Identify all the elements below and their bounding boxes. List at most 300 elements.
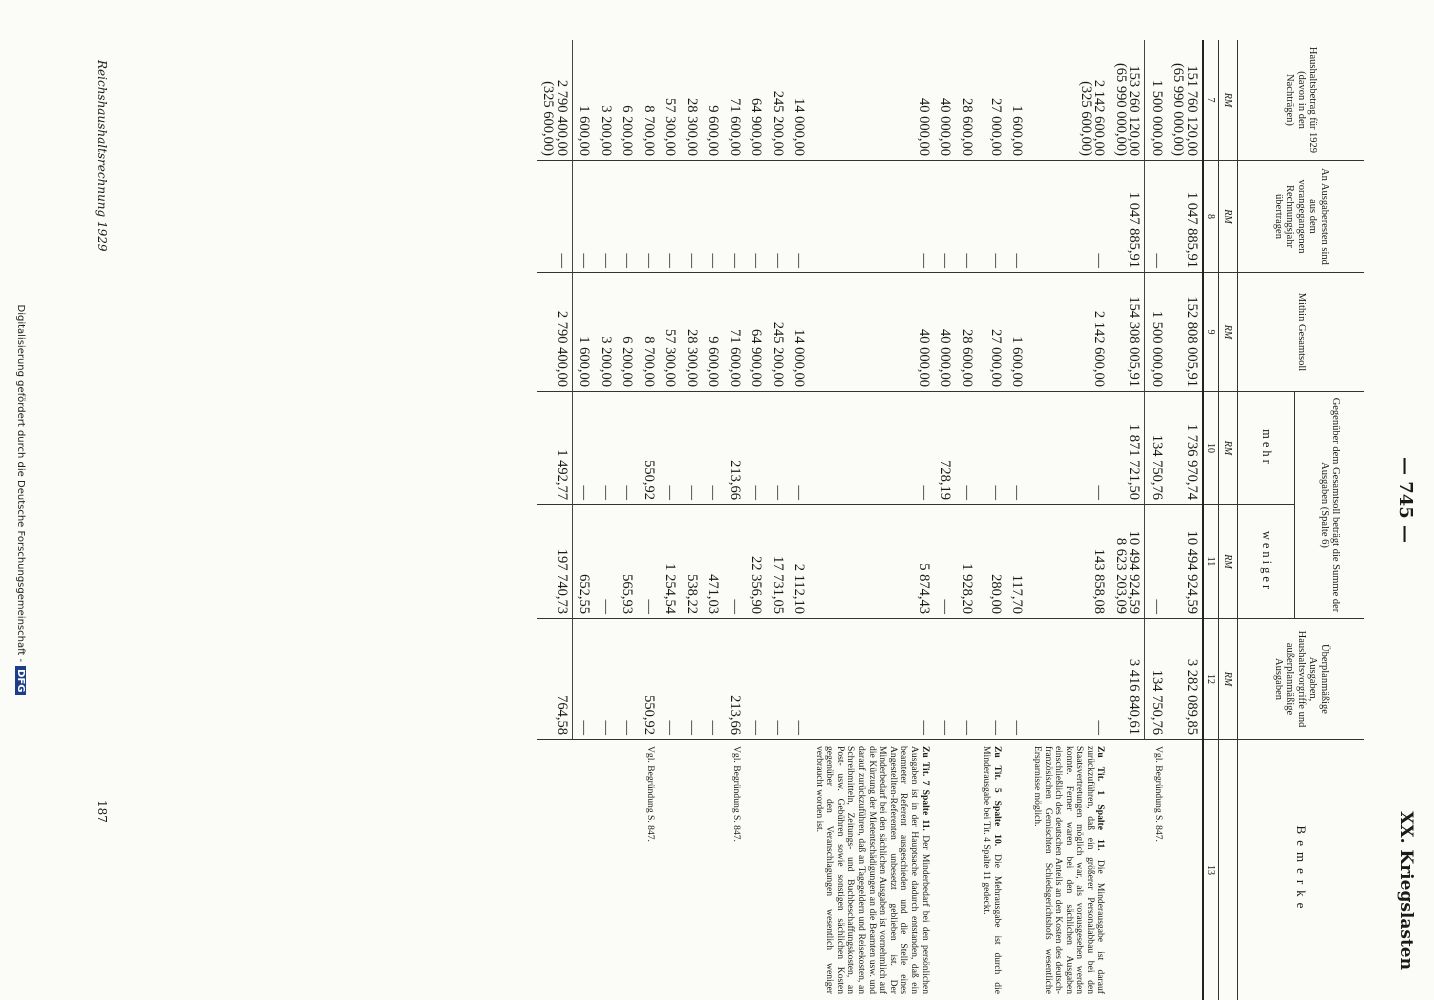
cell-c8 [1006,161,1028,273]
cell-subvalue: (325 600,00) [1078,81,1094,156]
cell-c11 [1006,505,1028,619]
cell-c7 [1006,40,1028,161]
cell-c12 [616,619,638,740]
table-row [723,40,745,1000]
cell-value: 1 736 970,74 [1184,423,1200,500]
cell-value: — [576,253,593,268]
cell-c10 [809,392,934,505]
cell-value: — [958,485,975,500]
cell-value: — [576,485,593,500]
table-row [766,40,788,1000]
cell-value: 280,00 [987,574,1004,614]
cell-value: — [1009,720,1026,735]
cell-c11 [745,505,767,619]
cell-value: 652,55 [576,574,593,614]
cell-value: — [640,599,657,614]
cell-c11 [594,505,616,619]
cell-c12 [745,619,767,740]
cell-c11 [766,505,788,619]
table-row [977,40,1006,1000]
cell-value: 134 750,76 [1149,669,1165,735]
table-row [1167,40,1203,1000]
cell-c8 [1167,161,1203,273]
cell-value: 245 200,00 [769,321,786,387]
cell-value: 728,19 [937,460,954,500]
cell-value: 6 200,00 [619,336,636,387]
cell-value: — [1091,485,1108,500]
cell-c10 [745,392,767,505]
cell-value: 134 750,76 [1149,434,1165,500]
cell-c7 [572,40,594,161]
cell-value: 14 000,00 [791,98,808,156]
cell-value: 17 731,05 [769,556,786,614]
cell-c11 [934,505,956,619]
cell-value: 1 500 000,00 [1149,79,1165,156]
cell-c8 [1027,161,1109,273]
cell-value: 6 200,00 [619,105,636,156]
cell-value: 764,58 [553,695,570,735]
cell-value: — [597,599,614,614]
cell-value: 117,70 [1009,574,1026,614]
table-row [659,40,681,1000]
cell-value: 8 700,00 [640,105,657,156]
cell-value: 2 790 400,00 [553,79,570,156]
cell-value: — [726,599,743,614]
cell-c9 [680,273,702,392]
remark-cell [723,740,745,1000]
table-row [702,40,724,1000]
cell-c8 [637,161,659,273]
cell-value: — [987,485,1004,500]
cell-c12 [680,619,702,740]
cell-c7 [1167,40,1203,161]
cell-c7 [809,40,934,161]
column-number: 12 [1203,619,1219,740]
cell-c8 [572,161,594,273]
cell-value: — [683,720,700,735]
cell-c8 [616,161,638,273]
cell-c9 [1167,273,1203,392]
cell-value: — [748,485,765,500]
cell-c8 [955,161,977,273]
cell-value: 2 112,10 [791,563,808,614]
cell-value: — [1009,253,1026,268]
cell-c11 [1110,505,1146,619]
cell-c10 [1145,392,1167,505]
cell-c12 [955,619,977,740]
cell-value: 2 790 400,00 [553,310,570,387]
dfg-funding-note [15,0,26,1000]
cell-c10 [572,392,594,505]
cell-value: 1 600,00 [576,105,593,156]
cell-value: — [597,253,614,268]
cell-c8 [934,161,956,273]
cell-value: 1 600,00 [1009,336,1026,387]
cell-c7 [723,40,745,161]
cell-value: 27 000,00 [987,329,1004,387]
cell-c7 [702,40,724,161]
table-row [616,40,638,1000]
cell-value: 151 760 120,00 [1184,65,1200,156]
cell-value: — [915,253,932,268]
cell-value: 143 858,08 [1091,548,1108,614]
cell-value: — [619,485,636,500]
cell-c8 [766,161,788,273]
cell-value: 10 494 924,59 [1184,530,1200,614]
cell-value: 5 874,43 [915,563,932,614]
page-number: — 745 — [1395,456,1416,544]
remark-cell [572,740,594,1000]
table-row [788,40,810,1000]
column-number: 9 [1203,273,1219,392]
unit-label: RM [1219,392,1238,505]
remark-cell [934,740,956,1000]
cell-c11 [1145,505,1167,619]
cell-c11 [616,505,638,619]
cell-value: — [958,720,975,735]
column-header-12: Überplanmäßige Ausgaben, Haushaltsvorgriffe und außerplanmäßige Ausgaben [1238,619,1365,740]
cell-c9 [1145,273,1167,392]
unit-label: RM [1219,273,1238,392]
cell-value: 10 494 924,59 [1126,530,1143,614]
remark-cell [955,740,977,1000]
cell-c9 [745,273,767,392]
cell-c12 [1027,619,1109,740]
cell-value: 538,22 [683,574,700,614]
cell-value: 57 300,00 [662,98,679,156]
unit-label: RM [1219,40,1238,161]
cell-c9 [1110,273,1146,392]
cell-value: 153 260 120,00 [1126,65,1143,156]
table-row [537,40,573,1000]
cell-c8 [1145,161,1167,273]
cell-value: 2 142 600,00 [1091,79,1108,156]
cell-value: 3 200,00 [597,336,614,387]
cell-c10 [1167,392,1203,505]
section-title: XX. Kriegslasten [1396,811,1416,970]
cell-value: 1 047 885,91 [1126,191,1143,268]
budget-table [537,40,1364,1000]
cell-c8 [1110,161,1146,273]
cell-value: — [597,720,614,735]
cell-c12 [637,619,659,740]
cell-value: — [662,485,679,500]
column-header-9: Mithin Gesamtsoll [1238,273,1365,392]
footer-title: Reichshaushaltsrechnung 1929 [95,60,109,252]
cell-c11 [637,505,659,619]
cell-value: — [987,720,1004,735]
remark-cell [680,740,702,1000]
cell-value: — [748,720,765,735]
cell-value: — [597,485,614,500]
cell-c12 [659,619,681,740]
cell-c9 [1027,273,1109,392]
column-header-group-10-11: Gegenüber dem Gesamtsoll beträgt die Summe der Ausgaben (Spalte 6) [1295,392,1364,619]
cell-value: 28 300,00 [683,329,700,387]
cell-c9 [594,273,616,392]
table-row [1006,40,1028,1000]
cell-value: 1 600,00 [576,336,593,387]
remark-lead: Zu Tit. 7 Spalte 11. [919,746,931,831]
cell-value: — [958,253,975,268]
cell-c8 [702,161,724,273]
cell-value: 8 700,00 [640,336,657,387]
cell-c12 [766,619,788,740]
cell-c7 [766,40,788,161]
cell-c10 [637,392,659,505]
cell-value: 64 900,00 [748,98,765,156]
cell-value: — [662,253,679,268]
cell-value: 213,66 [726,695,743,735]
cell-c10 [1027,392,1109,505]
cell-c7 [1027,40,1109,161]
cell-value: — [769,253,786,268]
cell-value: 40 000,00 [915,329,932,387]
cell-c10 [788,392,810,505]
cell-c11 [723,505,745,619]
cell-c10 [680,392,702,505]
cell-c11 [572,505,594,619]
cell-value: — [1009,485,1026,500]
cell-value: 3 416 840,61 [1126,658,1143,735]
column-header-13: Bemerke [1238,740,1365,1000]
cell-subvalue: (65 990 000,00) [1113,62,1129,156]
cell-value: 471,03 [705,574,722,614]
cell-c12 [1006,619,1028,740]
cell-value: 154 308 005,91 [1126,296,1143,387]
cell-value: 1 500 000,00 [1149,310,1165,387]
cell-subvalue: (325 600,00) [540,81,557,156]
table-row [934,40,956,1000]
unit-label: RM [1219,619,1238,740]
cell-value: 152 808 005,91 [1184,296,1200,387]
cell-c9 [723,273,745,392]
cell-c11 [659,505,681,619]
cell-c10 [537,392,573,505]
cell-value: 2 142 600,00 [1091,310,1108,387]
remark-cell [1006,740,1028,1000]
remark-text: Vgl. Begründung S. 847. [644,746,656,842]
cell-c9 [702,273,724,392]
remark-cell [977,740,1006,1000]
footer-page-number: 187 [95,800,109,823]
cell-c7 [977,40,1006,161]
column-header-8: An Ausgaberesten sind aus dem vorangegangenen Rechnungsjahr übertragen [1238,161,1365,273]
cell-subvalue: 8 623 203,09 [1113,537,1129,614]
cell-c9 [934,273,956,392]
cell-value: 40 000,00 [915,98,932,156]
cell-c7 [637,40,659,161]
cell-value: — [937,599,954,614]
cell-value: — [726,253,743,268]
unit-label: RM [1219,505,1238,619]
column-header-7: Haushaltsbetrag für 1929 (davon in den Nachträgen) [1238,40,1365,161]
cell-c11 [680,505,702,619]
cell-c12 [702,619,724,740]
cell-c12 [1167,619,1203,740]
cell-c11 [537,505,573,619]
table-body [537,40,1203,1000]
cell-c7 [1145,40,1167,161]
cell-c8 [745,161,767,273]
cell-value: — [915,720,932,735]
unit-label: RM [1219,161,1238,273]
column-header-11: weniger [1238,505,1295,619]
cell-c8 [594,161,616,273]
cell-value: 1 492,77 [553,449,570,500]
cell-c9 [766,273,788,392]
cell-value: — [769,485,786,500]
column-number: 10 [1203,392,1219,505]
cell-c12 [788,619,810,740]
cell-value: — [553,253,570,268]
dfg-text: Digitalisierung gefördert durch die Deutsche Forschungsgemeinschaft - [15,304,26,663]
remark-cell [537,740,573,1000]
remark-cell [637,740,659,1000]
remark-cell [1167,740,1203,1000]
cell-value: — [619,720,636,735]
cell-c10 [1110,392,1146,505]
cell-value: — [1091,720,1108,735]
cell-value: — [769,720,786,735]
cell-c7 [788,40,810,161]
remark-text: Die Mehrausgabe ist durch die Minderausgabe bei Tit. 4 Spalte 11 gedeckt. [981,746,1003,994]
remark-cell [616,740,638,1000]
cell-c12 [934,619,956,740]
remark-cell [788,740,810,1000]
column-number: 13 [1203,740,1219,1000]
cell-c10 [766,392,788,505]
cell-value: — [662,720,679,735]
cell-c8 [977,161,1006,273]
remark-cell [766,740,788,1000]
cell-c7 [745,40,767,161]
column-number: 8 [1203,161,1219,273]
cell-value: 28 300,00 [683,98,700,156]
cell-subvalue: (65 990 000,00) [1170,62,1187,156]
cell-value: 28 600,00 [958,329,975,387]
column-number: 7 [1203,40,1219,161]
cell-c7 [537,40,573,161]
cell-value: 28 600,00 [958,98,975,156]
cell-value: — [915,485,932,500]
cell-c7 [680,40,702,161]
remark-cell [1110,740,1146,1000]
cell-value: 1 871 721,50 [1126,423,1143,500]
cell-value: 197 740,73 [553,548,570,614]
cell-c8 [659,161,681,273]
cell-value: — [791,253,808,268]
cell-value: — [937,720,954,735]
cell-c8 [788,161,810,273]
cell-value: — [1091,253,1108,268]
cell-value: — [791,485,808,500]
cell-value: 14 000,00 [791,329,808,387]
cell-value: — [987,253,1004,268]
cell-c7 [594,40,616,161]
cell-c12 [977,619,1006,740]
cell-value: 71 600,00 [726,329,743,387]
cell-value: 22 356,90 [748,556,765,614]
cell-c10 [594,392,616,505]
cell-c9 [955,273,977,392]
cell-value: 57 300,00 [662,329,679,387]
cell-value: — [705,720,722,735]
cell-value: 213,66 [726,460,743,500]
remark-cell [1145,740,1167,1000]
cell-value: 3 282 089,85 [1184,658,1200,735]
cell-c10 [1006,392,1028,505]
cell-c8 [723,161,745,273]
cell-value: — [705,253,722,268]
cell-value: 1 928,20 [958,563,975,614]
cell-c12 [537,619,573,740]
cell-value: — [1149,599,1165,614]
remark-text: Die Minderausgabe ist darauf zurückzuführen, daß ein größerer Personalabbau bei den Staatsvertretungen möglich war, als vorausgesehen werden konnte. Ferner waren bei den sächlichen Ausgaben einschließlich des deutschen Anteils an den Kosten des deutsch-französischen Gemischten Schiedsgerichtshofs wesentliche Ersparnisse möglich. [1031,746,1107,994]
cell-c9 [788,273,810,392]
table-row [594,40,616,1000]
cell-c7 [616,40,638,161]
remark-text: Vgl. Begründung S. 847. [730,746,742,842]
cell-c10 [934,392,956,505]
remark-cell [702,740,724,1000]
cell-c10 [955,392,977,505]
remark-cell [745,740,767,1000]
cell-c8 [809,161,934,273]
cell-c11 [809,505,934,619]
cell-c8 [680,161,702,273]
cell-c7 [955,40,977,161]
table-row [1110,40,1146,1000]
cell-value: 64 900,00 [748,329,765,387]
cell-c9 [616,273,638,392]
cell-c12 [594,619,616,740]
cell-c11 [955,505,977,619]
cell-value: 40 000,00 [937,329,954,387]
cell-c7 [934,40,956,161]
cell-c12 [809,619,934,740]
cell-value: 71 600,00 [726,98,743,156]
column-number: 11 [1203,505,1219,619]
cell-c9 [659,273,681,392]
cell-value: 550,92 [640,460,657,500]
cell-c9 [637,273,659,392]
remark-text: Vgl. Begründung S. 847. [1153,746,1164,842]
cell-c11 [1027,505,1109,619]
cell-c10 [977,392,1006,505]
remark-cell [1027,740,1109,1000]
table-row [572,40,594,1000]
cell-c7 [659,40,681,161]
cell-c9 [1006,273,1028,392]
cell-c11 [788,505,810,619]
cell-value: — [791,720,808,735]
table-row [680,40,702,1000]
table-row [745,40,767,1000]
cell-c12 [572,619,594,740]
cell-c11 [1167,505,1203,619]
cell-c7 [1110,40,1146,161]
cell-value: — [1149,253,1165,268]
remark-lead: Zu Tit. 5 Spalte 10. [991,746,1003,847]
cell-value: 9 600,00 [705,105,722,156]
remark-lead: Zu Tit. 1 Spalte 11. [1095,746,1107,851]
cell-c10 [702,392,724,505]
cell-value: — [683,485,700,500]
cell-c12 [723,619,745,740]
remark-text: Der Minderbedarf bei den persönlichen Ausgaben ist in der Hauptsache dadurch entstanden, daß ein beamteter Referent ausgeschieden und die Stelle eines Angestellten-Referenten unbesetzt geblieben ist. Der Minderbedarf bei den sächlichen Ausgaben ist vornehmlich auf die Kürzung der Mietentschädigungen an die Beamten usw. und darauf zurückzuführen, daß an Tagegeldern und Reisekosten, an Schreibmitteln, Zeitungs- und Buchbeschaffungskosten, an Post- usw. Gebühren sowie sonstigen sächlichen Kosten gegenüber den Veranschlagungen wesentlich weniger verbraucht worden ist. [813,746,931,994]
cell-value: 27 000,00 [987,98,1004,156]
